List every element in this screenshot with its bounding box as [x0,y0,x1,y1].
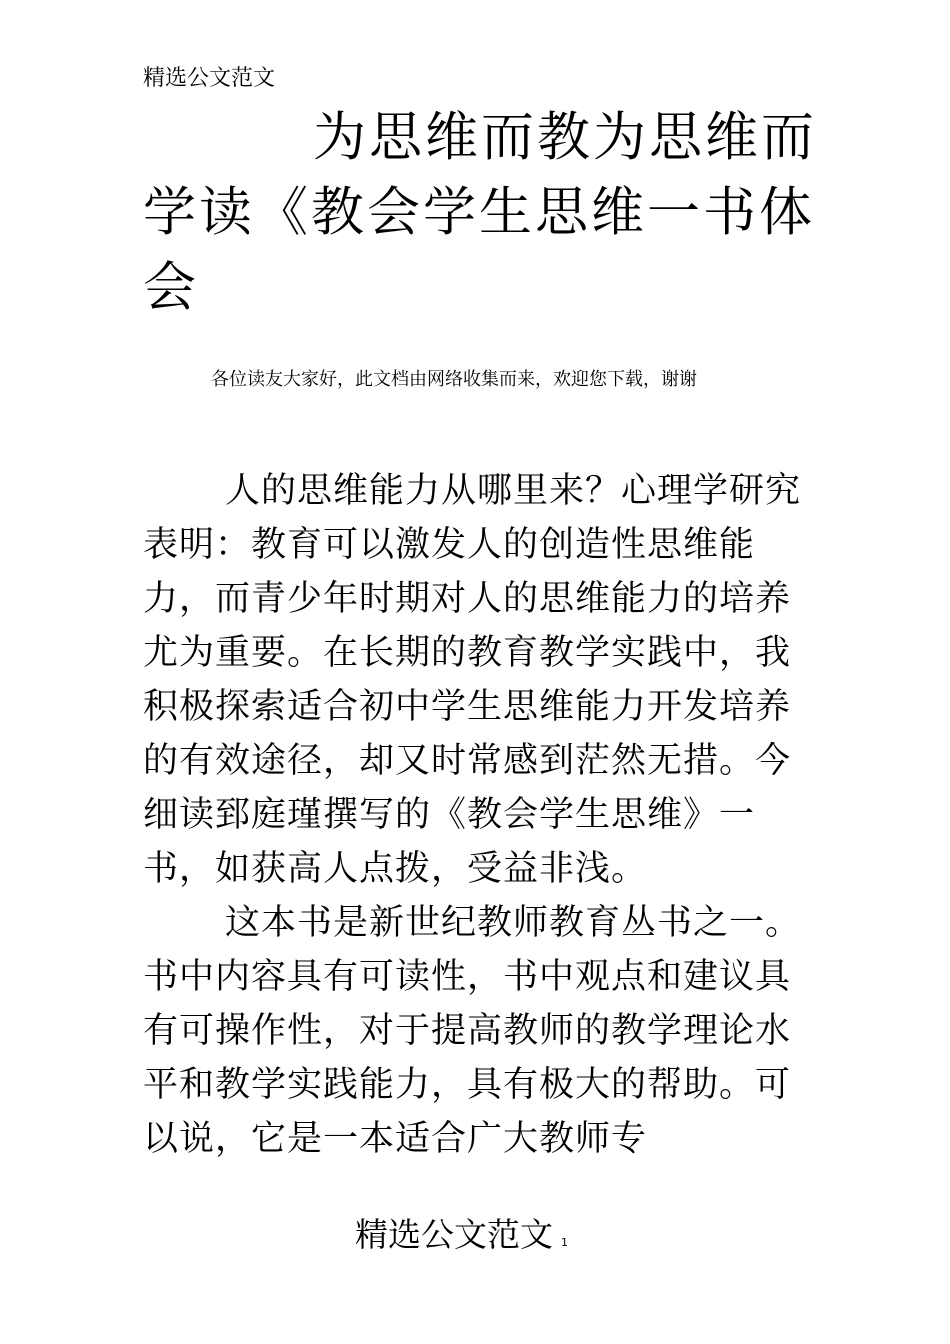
intro-note: 各位读友大家好，此文档由网络收集而来，欢迎您下载，谢谢 [211,369,697,390]
document-title: 为思维而教为思维而学读《教会学生思维一书体会 [143,107,817,318]
footer-label: 精选公文范文 [355,1215,553,1254]
body-paragraph: 这本书是新世纪教师教育丛书之一。书中内容具有可读性，书中观点和建议具有可操作性，对于提高教师的教学理论水平和教学实践能力，具有极大的帮助。可以说，它是一本适合广大教师专 [143,903,802,1159]
page-footer [355,1213,568,1265]
document-body [143,464,815,1166]
page-header: 精选公文范文 [143,66,276,91]
page-number: 1 [561,1236,568,1249]
body-paragraph: 人的思维能力从哪里来？心理学研究表明：教育可以激发人的创造性思维能力，而青少年时期对人的思维能力的培养尤为重要。在长期的教育教学实践中，我积极探索适合初中学生思维能力开发培养的有效途径，却又时常感到茫然无措。今细读郅庭瑾撰写的《教会学生思维》一书，如获高人点拨，受益非浅。 [143,471,802,889]
